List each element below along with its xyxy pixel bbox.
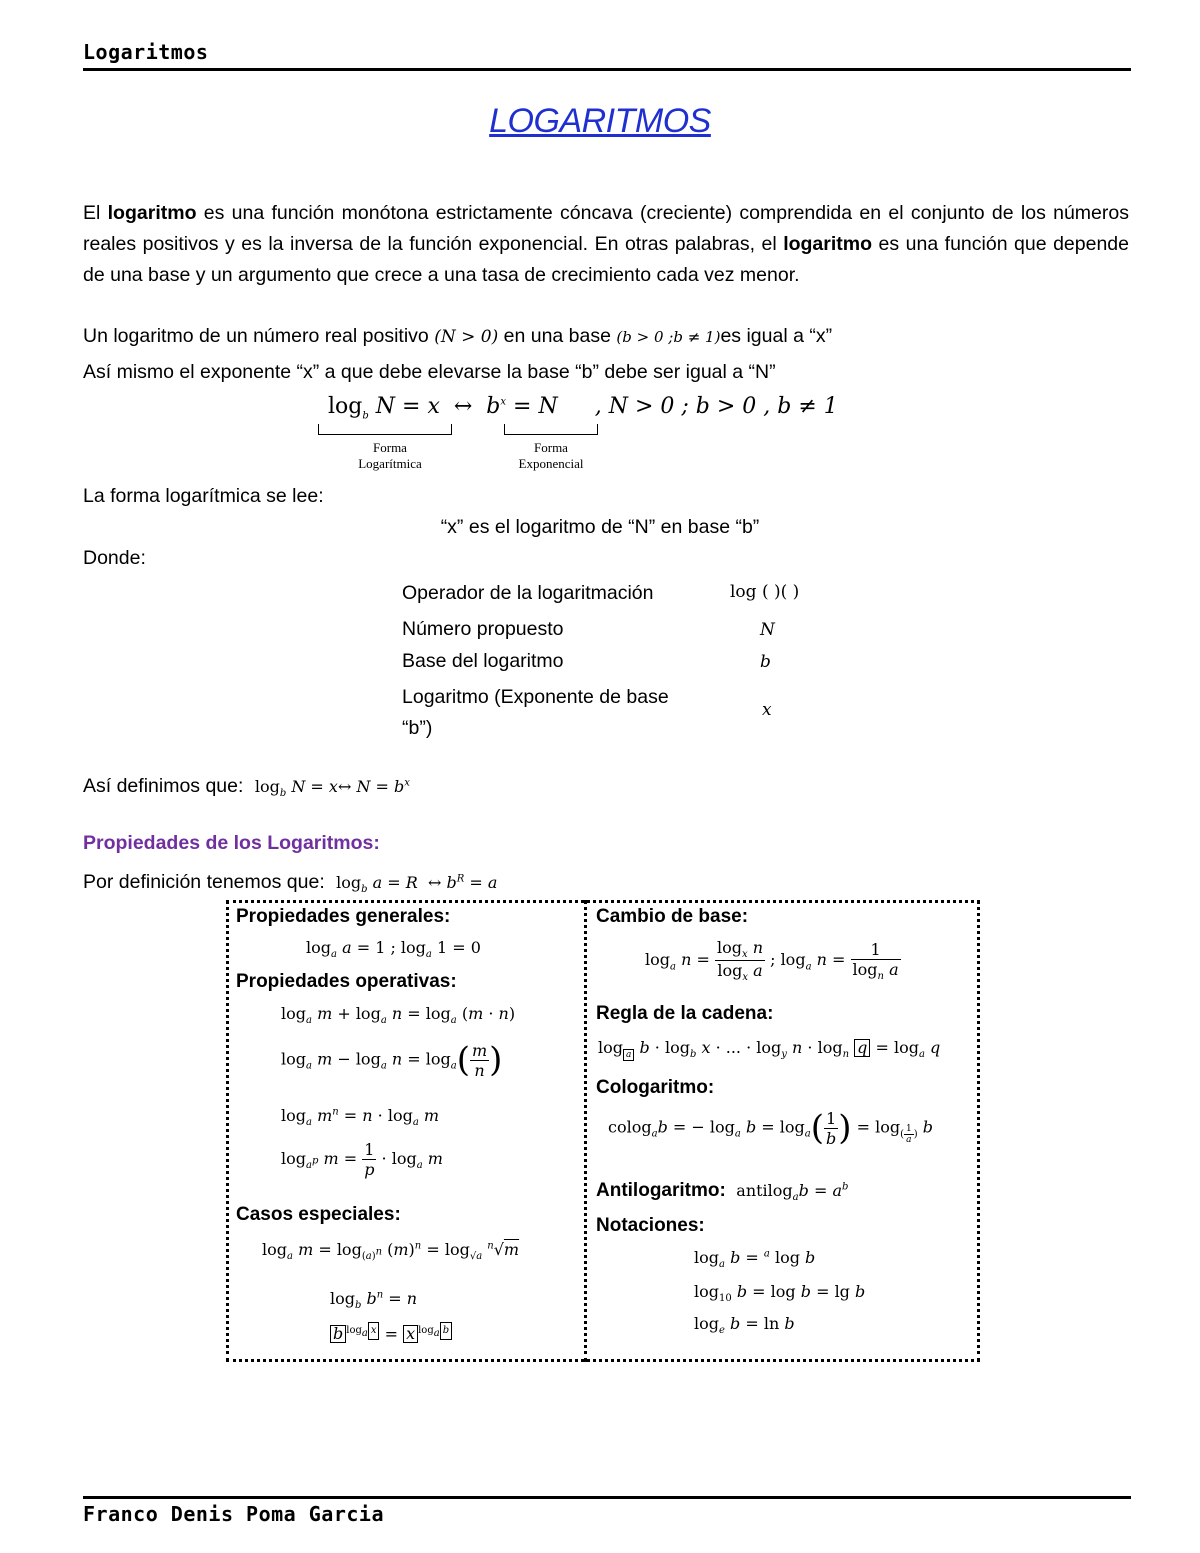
underbrace-exp <box>504 424 598 435</box>
by-definition-label: Por definición tenemos que: <box>83 871 325 893</box>
label-exp-form <box>496 440 606 472</box>
formula-notation-1: $\log_a b = ^a$ log b <box>694 1248 816 1271</box>
general-heading: Propiedades generales: <box>236 906 451 927</box>
intro-text: es una función que depende de una base y un argumento que crece a una tasa de crecimiento cada vez menor. <box>83 233 1129 286</box>
glossary-term: Número propuesto <box>402 618 564 640</box>
formula-notation-2: $\log_{10} b = \log b = \lg b$ <box>694 1282 866 1305</box>
formula-product: $\log_a m + \log_a n = \log_a (m \cdot n)$ <box>281 1004 516 1027</box>
intro-bold: logaritmo <box>783 233 873 255</box>
conditions: , N > 0 ; b > 0 , b ≠ 1 <box>594 394 838 419</box>
main-formula <box>328 394 838 421</box>
intro-paragraph <box>83 198 1129 291</box>
glossary-symbol: b <box>760 652 771 672</box>
where-label: Donde: <box>83 547 146 569</box>
log-form-rhs: N = x <box>375 394 440 419</box>
glossary <box>402 582 822 744</box>
define-as-line <box>83 775 410 799</box>
definition-line-1 <box>83 325 832 348</box>
glossary-term: Logaritmo (Exponente de base “b”) <box>402 686 669 739</box>
define-as-label: Así definimos que: <box>83 775 244 797</box>
glossary-term: Operador de la logaritmación <box>402 582 654 604</box>
reads-text: “x” es el logaritmo de “N” en base “b” <box>440 516 760 538</box>
math-inline: (b > 0 ;b ≠ 1) <box>616 328 721 346</box>
definition-text: es igual a “x” <box>720 325 833 347</box>
footer-rule <box>83 1496 1131 1499</box>
page-footer: Franco Denis Poma Garcia <box>83 1502 384 1526</box>
formula-quotient: $\log_a m - \log_a n = \log_a$( $\frac{m}{n}$ ) <box>281 1040 503 1080</box>
antilog-heading: Antilogaritmo: <box>596 1180 726 1201</box>
formula-power: $\log_a m^n = n \cdot \log_a m$ <box>281 1106 440 1129</box>
formula-general: $\log_a a = 1$ ; $\log_a 1 = 0$ <box>306 938 481 961</box>
log-operator: log <box>328 394 363 419</box>
glossary-row <box>402 618 822 650</box>
chain-heading: Regla de la cadena: <box>596 1003 774 1024</box>
formula-colog: colog$_a$b = − $\log_a b = \log_a$( $\frac{1}{b}$ ) = $\log_{( \frac{1}{a} )} b$ <box>608 1108 933 1148</box>
definition-text: Un logaritmo de un número real positivo <box>83 325 429 347</box>
document-title: LOGARITMOS <box>489 102 711 140</box>
glossary-row <box>402 682 822 744</box>
log-base: b <box>362 410 369 422</box>
label-text: Logarítmica <box>358 456 422 471</box>
operative-heading: Propiedades operativas: <box>236 971 457 992</box>
label-log-form <box>335 440 445 472</box>
by-definition-line <box>83 871 497 895</box>
definition-line-2: Así mismo el exponente “x” a que debe elevarse la base “b” debe ser igual a “N” <box>83 361 776 383</box>
intro-text: es una función monótona estrictamente cóncava (creciente) comprendida en el conjunto de los números reales positivos y es la inversa de la función exponencial. En otras palabras, el <box>83 202 1129 255</box>
math-inline: (N > 0) <box>434 327 499 347</box>
properties-divider <box>584 900 587 1362</box>
formula-special-2: $\log_b b^n = n$ <box>330 1289 418 1312</box>
intro-bold: logaritmo <box>107 202 197 224</box>
label-text: Forma <box>373 440 407 455</box>
formula-special-3: b $^{log_a x}$ = x $^{log_a b}$ <box>330 1322 452 1343</box>
intro-text: El <box>83 202 108 224</box>
formula-root-base: $\log_{a^p} m$ = $\frac{1}{p}$ · $\log_a m$ <box>281 1140 443 1179</box>
glossary-row <box>402 650 822 682</box>
notations-heading: Notaciones: <box>596 1215 705 1236</box>
formula-antilog: antilog$_a$b = $a^b$ <box>736 1181 849 1204</box>
colog-heading: Cologaritmo: <box>596 1077 715 1098</box>
formula-chain: log $_a$ $b \cdot \log_b x$ · ... · $\log_y n \cdot \log_n q = \log_a q$ <box>598 1038 941 1061</box>
define-as-formula: $\log_b N$ = x↔ $N = b^x$ <box>254 777 410 800</box>
equivalence-arrow: ↔ <box>453 394 473 419</box>
definition-text: en una base <box>503 325 611 347</box>
exp-base: b <box>486 394 501 419</box>
label-text: Exponencial <box>518 456 584 471</box>
formula-change-base: $\log_a n$ = $\frac{\log_x n}{\log_x a}$ ; $\log_a n$ = $\frac{1}{\log_n a}$ <box>645 938 899 984</box>
page-header: Logaritmos <box>83 40 209 64</box>
header-rule <box>83 68 1131 71</box>
glossary-symbol: N <box>760 620 775 640</box>
special-heading: Casos especiales: <box>236 1204 401 1225</box>
properties-heading: Propiedades de los Logaritmos: <box>83 832 380 854</box>
formula-special-1: $\log_a m = \log_{(a)^n} (m)^n = \log_{√a} ^n√m$ <box>262 1240 520 1263</box>
label-text: Forma <box>534 440 568 455</box>
glossary-term: Base del logaritmo <box>402 650 564 672</box>
underbrace-log <box>318 424 452 435</box>
glossary-row <box>402 582 822 618</box>
change-base-heading: Cambio de base: <box>596 906 749 927</box>
reads-label: La forma logarítmica se lee: <box>83 485 324 507</box>
antilog-line <box>596 1180 848 1203</box>
by-definition-formula: $\log_b a = R$ ↔ $b^R = a$ <box>336 873 498 896</box>
formula-notation-3: $\log_e b = \ln b$ <box>694 1314 795 1337</box>
exp-exponent: x <box>500 396 507 408</box>
glossary-symbol: log ( )( ) <box>730 582 800 602</box>
exp-form-rhs: = N <box>513 394 558 419</box>
glossary-symbol: x <box>762 700 772 720</box>
